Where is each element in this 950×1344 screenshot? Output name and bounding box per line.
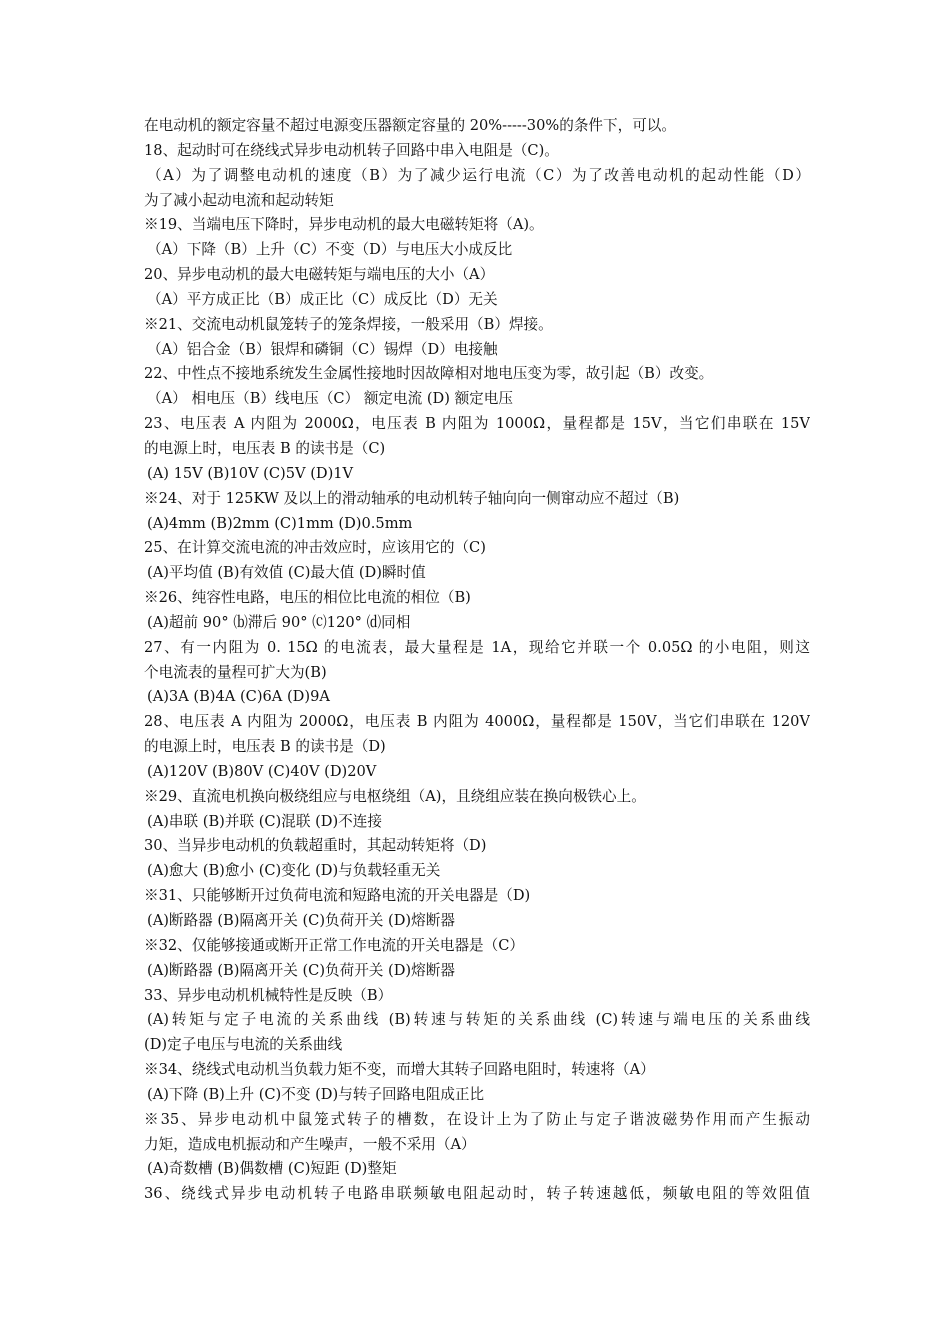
text-line: 的电源上时，电压表 B 的读书是（D) [144, 738, 386, 756]
text-line: 25、在计算交流电流的冲击效应时，应该用它的（C) [144, 539, 486, 557]
text-line: (A)平均值 (B)有效值 (C)最大值 (D)瞬时值 [147, 564, 426, 582]
text-line: (A)转矩与定子电流的关系曲线 (B)转速与转矩的关系曲线 (C)转速与端电压的关系曲线 [147, 1011, 810, 1029]
text-line: 36、绕线式异步电动机转子电路串联频敏电阻起动时，转子转速越低，频敏电阻的等效阻值 [144, 1185, 810, 1203]
text-line: 在电动机的额定容量不超过电源变压器额定容量的 20%-----30%的条件下，可以。 [144, 117, 676, 134]
text-line: (A)愈大 (B)愈小 (C)变化 (D)与负载轻重无关 [147, 862, 441, 880]
text-line: (A)串联 (B)并联 (C)混联 (D)不连接 [147, 812, 382, 830]
text-line: ※21、交流电动机鼠笼转子的笼条焊接，一般采用（B）焊接。 [144, 315, 553, 333]
text-line: 18、起动时可在绕线式异步电动机转子回路中串入电阻是（C)。 [144, 141, 559, 159]
text-line: ※24、对于 125KW 及以上的滑动轴承的电动机转子轴向向一侧窜动应不超过（B) [144, 489, 680, 507]
text-line: 力矩，造成电机振动和产生噪声，一般不采用（A） [144, 1135, 476, 1153]
text-line: ※19、当端电压下降时，异步电动机的最大电磁转矩将（A)。 [144, 216, 544, 234]
text-line: (A)断路器 (B)隔离开关 (C)负荷开关 (D)熔断器 [147, 961, 455, 979]
text-line: ※31、只能够断开过负荷电流和短路电流的开关电器是（D) [144, 887, 531, 905]
document-body [144, 114, 810, 1207]
text-line: (A)4mm (B)2mm (C)1mm (D)0.5mm [147, 514, 413, 532]
text-line: ※29、直流电机换向极绕组应与电枢绕组（A)，且绕组应装在换向极铁心上。 [144, 787, 646, 805]
text-line: （A）平方成正比（B）成正比（C）成反比（D）无关 [147, 290, 498, 308]
text-line: 的电源上时，电压表 B 的读书是（C) [144, 439, 386, 457]
text-line: (A) 15V (B)10V (C)5V (D)1V [147, 464, 354, 482]
text-line: 23、电压表 A 内阻为 2000Ω，电压表 B 内阻为 1000Ω，量程都是 15V，当它们串联在 15V [144, 415, 810, 433]
text-line: ※34、绕线式电动机当负载力矩不变，而增大其转子回路电阻时，转速将（A） [144, 1061, 655, 1079]
text-line: 28、电压表 A 内阻为 2000Ω，电压表 B 内阻为 4000Ω，量程都是 150V，当它们串联在 120V [144, 713, 810, 731]
text-line: 个电流表的量程可扩大为(B) [144, 663, 327, 681]
text-line: (A)3A (B)4A (C)6A (D)9A [147, 688, 330, 706]
text-line: (A)下降 (B)上升 (C)不变 (D)与转子回路电阻成正比 [147, 1085, 485, 1103]
text-line: 27、有一内阻为 0. 15Ω 的电流表，最大量程是 1A，现给它并联一个 0.05Ω 的小电阻，则这 [144, 638, 810, 656]
text-line: 22、中性点不接地系统发生金属性接地时因故障相对地电压变为零，故引起（B）改变。 [144, 365, 714, 383]
text-line: 20、异步电动机的最大电磁转矩与端电压的大小（A） [144, 266, 495, 284]
text-line: （A）下降（B）上升（C）不变（D）与电压大小成反比 [147, 241, 513, 259]
text-line: （A） 相电压（B）线电压（C） 额定电流 (D) 额定电压 [147, 390, 513, 408]
text-line: (A)断路器 (B)隔离开关 (C)负荷开关 (D)熔断器 [147, 912, 455, 929]
text-line: (D)定子电压与电流的关系曲线 [144, 1036, 343, 1054]
text-line: ※35、异步电动机中鼠笼式转子的槽数，在设计上为了防止与定子谐波磁势作用而产生振动 [144, 1110, 810, 1128]
text-line: (A)120V (B)80V (C)40V (D)20V [147, 762, 377, 780]
text-line: ※32、仅能够接通或断开正常工作电流的开关电器是（C） [144, 936, 524, 954]
text-line: (A)奇数槽 (B)偶数槽 (C)短距 (D)整矩 [147, 1160, 397, 1178]
text-line: ※26、纯容性电路，电压的相位比电流的相位（B) [144, 589, 471, 607]
text-line: (A)超前 90° ⒝滞后 90° ⒞120° ⒟同相 [147, 613, 411, 631]
text-line: 为了减小起动电流和起动转矩 [144, 191, 334, 209]
text-line: （A）铝合金（B）银焊和磷铜（C）锡焊（D）电接触 [147, 340, 498, 358]
text-line: （A）为了调整电动机的速度（B）为了减少运行电流（C）为了改善电动机的起动性能（D） [147, 166, 810, 184]
text-line: 30、当异步电动机的负载超重时，其起动转矩将（D) [144, 837, 487, 855]
text-line: 33、异步电动机机械特性是反映（B） [144, 986, 393, 1004]
